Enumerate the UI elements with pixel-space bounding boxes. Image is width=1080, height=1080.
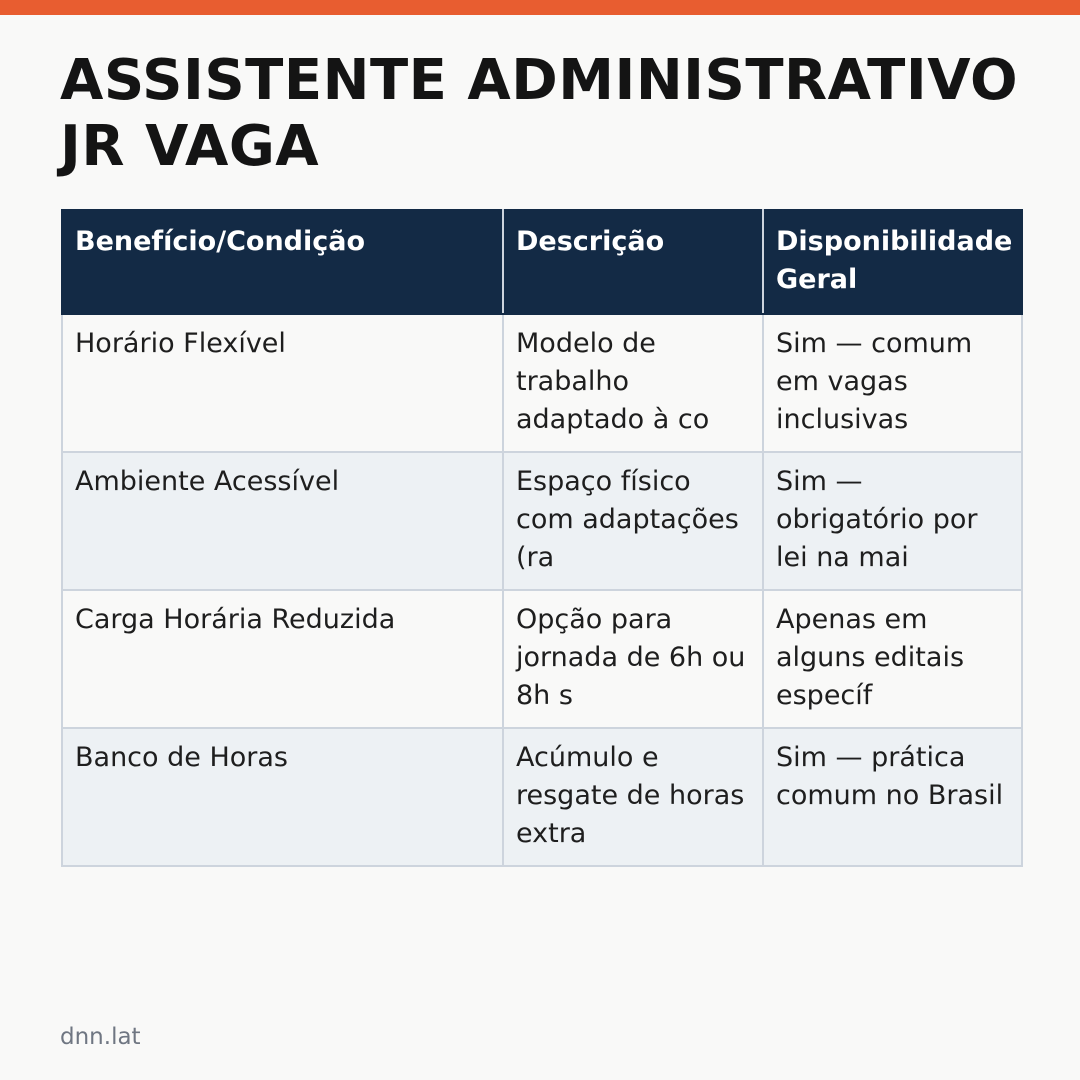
column-header-description: Descrição [503, 210, 763, 314]
table-header-row [62, 210, 1022, 314]
column-header-availability: Disponibilidade Geral [763, 210, 1022, 314]
table-row [62, 452, 1022, 590]
cell-description: Opção para jornada de 6h ou 8h s [503, 590, 763, 728]
cell-benefit: Banco de Horas [62, 728, 503, 866]
cell-availability: Sim — obrigatório por lei na mai [763, 452, 1022, 590]
cell-benefit: Horário Flexível [62, 314, 503, 452]
accent-bar [0, 0, 1080, 15]
cell-description: Modelo de trabalho adaptado à co [503, 314, 763, 452]
cell-description: Acúmulo e resgate de horas extra [503, 728, 763, 866]
table-row [62, 728, 1022, 866]
benefits-table [61, 209, 1023, 867]
column-header-benefit: Benefício/Condição [62, 210, 503, 314]
table-row [62, 314, 1022, 452]
table-row [62, 590, 1022, 728]
site-domain: dnn.lat [60, 1024, 141, 1050]
cell-description: Espaço físico com adaptações (ra [503, 452, 763, 590]
cell-availability: Sim — comum em vagas inclusivas [763, 314, 1022, 452]
cell-availability: Sim — prática comum no Brasil [763, 728, 1022, 866]
cell-availability: Apenas em alguns editais específ [763, 590, 1022, 728]
page-title: ASSISTENTE ADMINISTRATIVO JR VAGA [60, 48, 1019, 179]
cell-benefit: Carga Horária Reduzida [62, 590, 503, 728]
cell-benefit: Ambiente Acessível [62, 452, 503, 590]
